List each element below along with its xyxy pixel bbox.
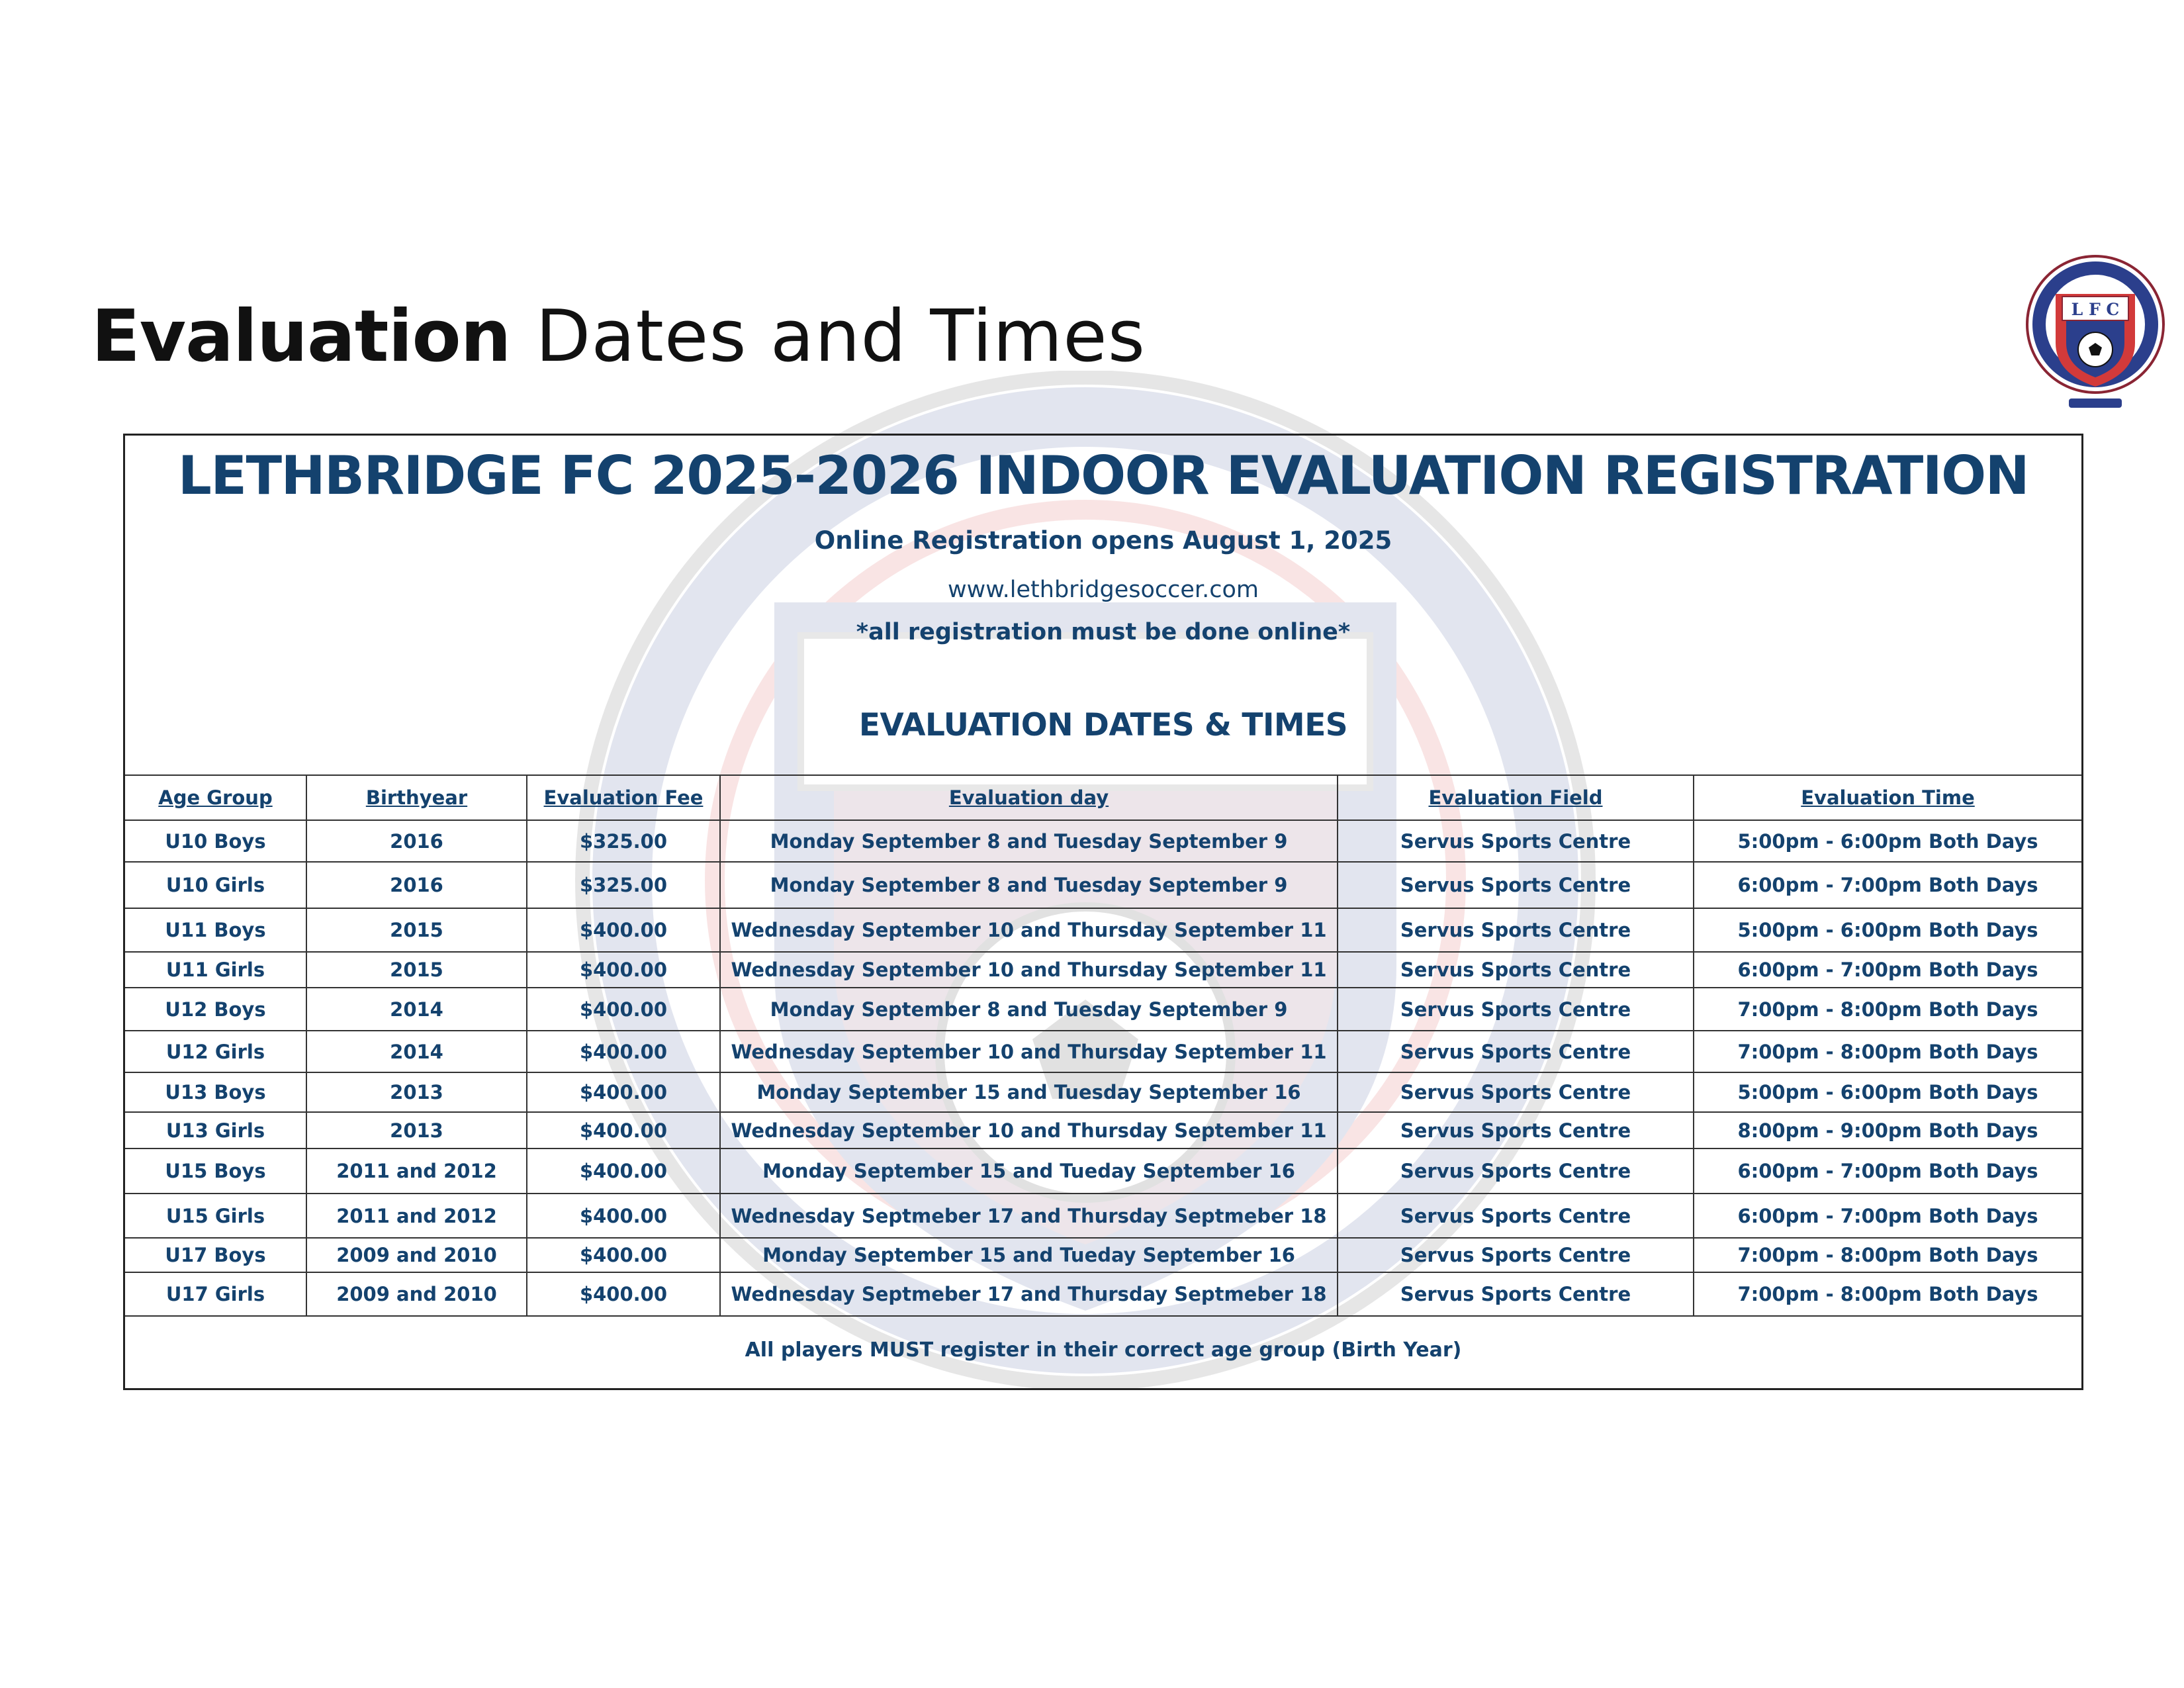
fee-cell: $400.00 xyxy=(527,1031,720,1072)
field-cell: Servus Sports Centre xyxy=(1338,820,1694,862)
club-crest-logo xyxy=(2025,250,2165,409)
time-cell: 5:00pm - 6:00pm Both Days xyxy=(1694,908,2081,952)
birthyear-cell: 2011 and 2012 xyxy=(306,1149,527,1194)
fee-cell: $400.00 xyxy=(527,1272,720,1316)
time-cell: 6:00pm - 7:00pm Both Days xyxy=(1694,1194,2081,1238)
field-cell: Servus Sports Centre xyxy=(1338,1238,1694,1272)
table-row xyxy=(125,1112,2081,1149)
fee-cell: $400.00 xyxy=(527,952,720,988)
field-cell: Servus Sports Centre xyxy=(1338,1072,1694,1112)
table-header-row xyxy=(125,775,2081,820)
birthyear-cell: 2009 and 2010 xyxy=(306,1272,527,1316)
evaluation-schedule-table xyxy=(125,774,2081,1317)
field-cell: Servus Sports Centre xyxy=(1338,1272,1694,1316)
registration-opens-text: Online Registration opens August 1, 2025 xyxy=(814,526,1392,555)
table-row xyxy=(125,908,2081,952)
field-cell: Servus Sports Centre xyxy=(1338,1112,1694,1149)
evaluation-day-cell: Wednesday September 10 and Thursday September 11 xyxy=(720,1031,1338,1072)
page-heading-light: Dates and Times xyxy=(535,295,1146,378)
table-row xyxy=(125,1031,2081,1072)
time-cell: 7:00pm - 8:00pm Both Days xyxy=(1694,1031,2081,1072)
fee-cell: $400.00 xyxy=(527,908,720,952)
column-header-evaluation-time: Evaluation Time xyxy=(1694,775,2081,820)
evaluation-day-cell: Monday September 15 and Tueday September 16 xyxy=(720,1238,1338,1272)
time-cell: 7:00pm - 8:00pm Both Days xyxy=(1694,1272,2081,1316)
fee-cell: $400.00 xyxy=(527,1238,720,1272)
column-header-evaluation-field: Evaluation Field xyxy=(1338,775,1694,820)
evaluation-day-cell: Wednesday September 10 and Thursday September 11 xyxy=(720,952,1338,988)
age-group-note: All players MUST register in their correct age group (Birth Year) xyxy=(745,1338,1462,1362)
evaluation-day-cell: Monday September 8 and Tuesday September 9 xyxy=(720,862,1338,908)
field-cell: Servus Sports Centre xyxy=(1338,1194,1694,1238)
evaluation-day-cell: Monday September 15 and Tueday September 16 xyxy=(720,1149,1338,1194)
registration-banner xyxy=(125,436,2081,774)
table-row xyxy=(125,988,2081,1031)
evaluation-registration-panel xyxy=(123,434,2083,1390)
birthyear-cell: 2016 xyxy=(306,820,527,862)
crest-initials: L F C xyxy=(2071,300,2120,319)
column-header-evaluation-day: Evaluation day xyxy=(720,775,1338,820)
time-cell: 7:00pm - 8:00pm Both Days xyxy=(1694,1238,2081,1272)
table-row xyxy=(125,1149,2081,1194)
field-cell: Servus Sports Centre xyxy=(1338,952,1694,988)
table-row xyxy=(125,1272,2081,1316)
fee-cell: $325.00 xyxy=(527,862,720,908)
table-row xyxy=(125,952,2081,988)
section-title: EVALUATION DATES & TIMES xyxy=(858,707,1348,743)
online-only-note: *all registration must be done online* xyxy=(856,619,1351,645)
fee-cell: $400.00 xyxy=(527,1149,720,1194)
birthyear-cell: 2013 xyxy=(306,1072,527,1112)
website-link[interactable]: www.lethbridgesoccer.com xyxy=(948,577,1259,603)
evaluation-day-cell: Monday September 15 and Tuesday September 16 xyxy=(720,1072,1338,1112)
time-cell: 5:00pm - 6:00pm Both Days xyxy=(1694,820,2081,862)
registration-title: LETHBRIDGE FC 2025-2026 INDOOR EVALUATION REGISTRATION xyxy=(177,445,2029,506)
age-group-cell: U13 Girls xyxy=(125,1112,306,1149)
fee-cell: $400.00 xyxy=(527,1072,720,1112)
time-cell: 7:00pm - 8:00pm Both Days xyxy=(1694,988,2081,1031)
field-cell: Servus Sports Centre xyxy=(1338,1031,1694,1072)
fee-cell: $400.00 xyxy=(527,1194,720,1238)
field-cell: Servus Sports Centre xyxy=(1338,908,1694,952)
evaluation-day-cell: Monday September 8 and Tuesday September 9 xyxy=(720,820,1338,862)
column-header-evaluation-fee: Evaluation Fee xyxy=(527,775,720,820)
age-group-cell: U11 Girls xyxy=(125,952,306,988)
field-cell: Servus Sports Centre xyxy=(1338,988,1694,1031)
table-row xyxy=(125,862,2081,908)
table-row xyxy=(125,1194,2081,1238)
birthyear-cell: 2013 xyxy=(306,1112,527,1149)
page-heading-bold: Evaluation xyxy=(91,295,511,378)
field-cell: Servus Sports Centre xyxy=(1338,1149,1694,1194)
birthyear-cell: 2015 xyxy=(306,908,527,952)
age-group-cell: U15 Boys xyxy=(125,1149,306,1194)
birthyear-cell: 2016 xyxy=(306,862,527,908)
evaluation-day-cell: Monday September 8 and Tuesday September 9 xyxy=(720,988,1338,1031)
age-group-cell: U17 Girls xyxy=(125,1272,306,1316)
fee-cell: $400.00 xyxy=(527,988,720,1031)
time-cell: 5:00pm - 6:00pm Both Days xyxy=(1694,1072,2081,1112)
time-cell: 6:00pm - 7:00pm Both Days xyxy=(1694,862,2081,908)
evaluation-day-cell: Wednesday September 10 and Thursday September 11 xyxy=(720,1112,1338,1149)
age-group-cell: U13 Boys xyxy=(125,1072,306,1112)
age-group-cell: U11 Boys xyxy=(125,908,306,952)
table-row xyxy=(125,820,2081,862)
field-cell: Servus Sports Centre xyxy=(1338,862,1694,908)
age-group-cell: U10 Girls xyxy=(125,862,306,908)
table-row xyxy=(125,1072,2081,1112)
age-group-cell: U15 Girls xyxy=(125,1194,306,1238)
fee-cell: $325.00 xyxy=(527,820,720,862)
time-cell: 6:00pm - 7:00pm Both Days xyxy=(1694,952,2081,988)
evaluation-day-cell: Wednesday Septmeber 17 and Thursday Septmeber 18 xyxy=(720,1194,1338,1238)
column-header-birthyear: Birthyear xyxy=(306,775,527,820)
birthyear-cell: 2011 and 2012 xyxy=(306,1194,527,1238)
age-group-cell: U12 Boys xyxy=(125,988,306,1031)
table-row xyxy=(125,1238,2081,1272)
evaluation-day-cell: Wednesday September 10 and Thursday September 11 xyxy=(720,908,1338,952)
column-header-age-group: Age Group xyxy=(125,775,306,820)
age-group-cell: U10 Boys xyxy=(125,820,306,862)
birthyear-cell: 2009 and 2010 xyxy=(306,1238,527,1272)
page-heading xyxy=(91,295,1146,378)
birthyear-cell: 2014 xyxy=(306,1031,527,1072)
evaluation-day-cell: Wednesday Septmeber 17 and Thursday Septmeber 18 xyxy=(720,1272,1338,1316)
birthyear-cell: 2015 xyxy=(306,952,527,988)
age-group-cell: U12 Girls xyxy=(125,1031,306,1072)
birthyear-cell: 2014 xyxy=(306,988,527,1031)
fee-cell: $400.00 xyxy=(527,1112,720,1149)
age-group-cell: U17 Boys xyxy=(125,1238,306,1272)
time-cell: 6:00pm - 7:00pm Both Days xyxy=(1694,1149,2081,1194)
time-cell: 8:00pm - 9:00pm Both Days xyxy=(1694,1112,2081,1149)
